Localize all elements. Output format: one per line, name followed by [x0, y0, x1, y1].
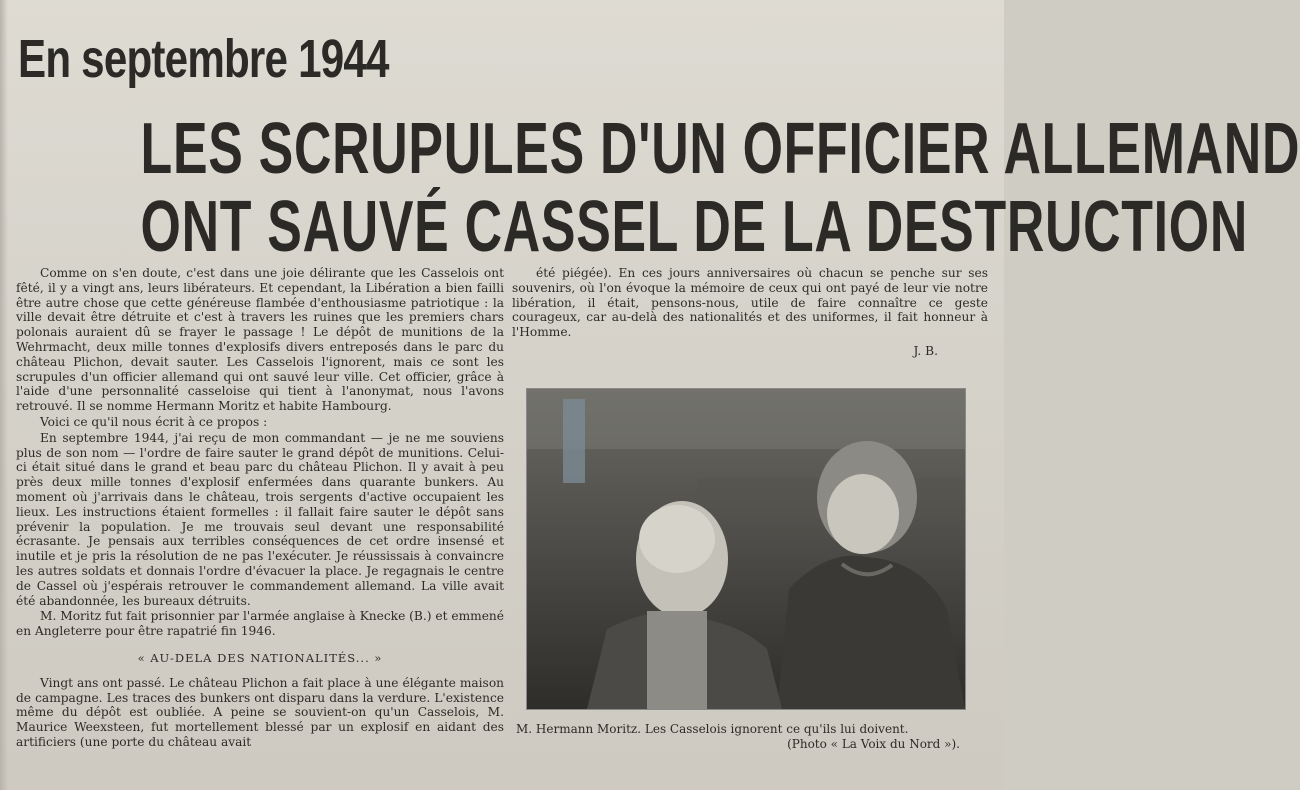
- paragraph: Comme on s'en doute, c'est dans une joie délirante que les Casselois ont fêté, il y a vingt ans, leurs libérateurs. Et cependant, la Libération a bien failli être autre chose que cette généreuse flambée d'enthousiasme patriotique : la ville devait être détruite et c'est à travers les ruines que les premiers chars polonais auraient dû se frayer le passage ! Le dépôt de munitions de la Wehrmacht, deux mille tonnes d'explosifs divers entreposés dans le parc du château Plichon, devait sauter. Les Casselois l'ignorent, mais ce sont les scrupules d'un officier allemand qui ont sauvé leur ville. Cet officier, grâce à l'aide d'une personnalité casseloise qui tient à l'anonymat, nous l'avons retrouvé. Il se nomme Hermann Moritz et habite Hambourg.: [16, 266, 504, 414]
- paragraph: M. Moritz fut fait prisonnier par l'armée anglaise à Knecke (B.) et emmené en Angleterre pour être rapatrié fin 1946.: [16, 609, 504, 639]
- portrait-photo: [526, 388, 966, 710]
- paragraph: Voici ce qu'il nous écrit à ce propos :: [40, 414, 268, 429]
- paper-edge: [0, 0, 8, 790]
- article-column-right: [512, 266, 988, 360]
- headline-line-1: LES SCRUPULES D'UN OFFICIER ALLEMAND: [140, 109, 1300, 189]
- photo-caption: [516, 722, 976, 752]
- article-column-left: [16, 266, 504, 751]
- paragraph: En septembre 1944, j'ai reçu de mon commandant — je ne me souviens plus de son nom — l'ordre de faire sauter le grand dépôt de munitions. Celui-ci était situé dans le grand et beau parc du château Plichon. Il y avait à peu près deux mille tonnes d'explosif enfermées dans quarante bunkers. Au moment où j'arrivais dans le château, trois sergents d'active occupaient les lieux. Les instructions étaient formelles : il fallait faire sauter le dépôt sans prévenir la population. Je me trouvais seul devant une responsabilité écrasante. Je pensais aux terribles conséquences de cet ordre insensé et inutile et je pris la résolution de ne pas l'exécuter. Je réussissais à convaincre les autres soldats et donnais l'ordre d'évacuer la place. Je regagnais le centre de Cassel où j'espérais retrouver le commandement allemand. La ville avait été abandonnée, les bureaux détruits.: [16, 430, 504, 608]
- signature: J. B.: [913, 343, 938, 358]
- photo-credit: (Photo « La Voix du Nord »).: [787, 737, 960, 751]
- caption-text: M. Hermann Moritz. Les Casselois ignorent ce qu'ils lui doivent.: [516, 722, 909, 736]
- subheading: « AU-DELA DES NATIONALITÉS... »: [137, 650, 383, 665]
- headline-line-2: ONT SAUVÉ CASSEL DE LA DESTRUCTION: [140, 187, 1249, 267]
- kicker-title: En septembre 1944: [18, 29, 389, 89]
- paragraph: été piégée). En ces jours anniversaires où chacun se penche sur ses souvenirs, où l'on évoque la mémoire de ceux qui ont payé de leur vie notre libération, il était, pensons-nous, utile de faire connaître ce geste courageux, car au-delà des nationalités et des uniformes, il fait honneur à l'Homme.: [512, 266, 988, 340]
- paragraph: Vingt ans ont passé. Le château Plichon a fait place à une élégante maison de campagne. Les traces des bunkers ont disparu dans la verdure. L'existence même du dépôt est oubliée. A peine se souvient-on qu'un Casselois, M. Maurice Weexsteen, fut mortellement blessé par un explosif en aidant des artificiers (une porte du château avait: [16, 675, 504, 749]
- photo-image: [527, 389, 965, 709]
